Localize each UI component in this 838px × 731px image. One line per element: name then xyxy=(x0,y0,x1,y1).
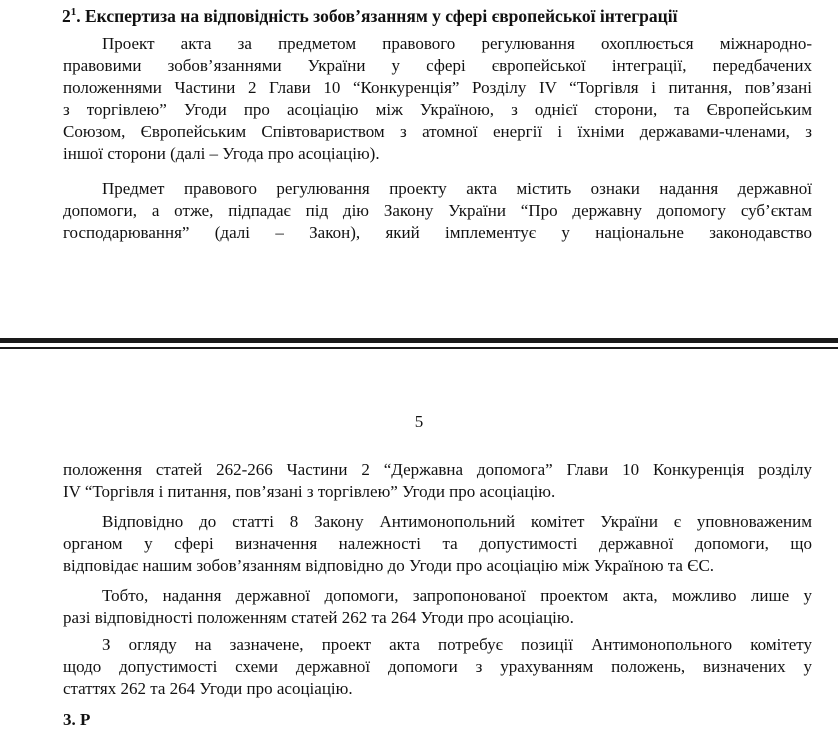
text-line: Тобто, надання державної допомоги, запропонованої проектом акта, можливо лише у xyxy=(102,586,812,605)
paragraph-aid-conditions xyxy=(24,585,812,629)
heading-number: 2 xyxy=(62,6,71,26)
text-line: Союзом, Європейським Співтовариством з атомної енергії і їхніми державами-членами, з xyxy=(63,122,812,141)
section-heading xyxy=(62,6,677,26)
text-line: Предмет правового регулювання проекту акта містить ознаки надання державної xyxy=(102,179,812,198)
top-page-fragment xyxy=(0,0,838,338)
paragraph-amcu-position xyxy=(24,634,812,700)
text-line: органом у сфері визначення належності та допустимості державної допомоги, що xyxy=(63,534,812,553)
text-line: IV “Торгівля і питання, пов’язані з торгівлею” Угоди про асоціацію. xyxy=(63,482,556,501)
text-line: допомоги, а отже, підпадає під дію Закону України “Про державну допомогу суб’єктам xyxy=(63,201,812,220)
text-line: правовими зобов’язаннями України у сфері європейської інтеграції, передбачених xyxy=(63,56,812,75)
text-line: З огляду на зазначене, проект акта потребує позиції Антимонопольного комітету xyxy=(102,635,812,654)
text-line: іншої сторони (далі – Угода про асоціацію). xyxy=(63,144,380,163)
text-line: разі відповідності положенням статей 262 та 264 Угоди про асоціацію. xyxy=(63,608,574,627)
text-line: господарювання” (далі – Закон), який імплементує у національне законодавство xyxy=(63,223,812,242)
text-line: відповідає нашим зобов’язанням відповідно до Угоди про асоціацію між Україною та ЄС. xyxy=(63,556,715,575)
page-separator-thin xyxy=(0,347,838,349)
paragraph-ei-obligations xyxy=(24,33,812,165)
text-line: щодо допустимості схеми державної допомоги з урахуванням положень, визначених у xyxy=(63,657,812,676)
next-section-heading-cut: 3. Р xyxy=(63,710,91,729)
text-line: з торгівлею” Угоди про асоціацію між Україною, з однієї сторони, та Європейським xyxy=(63,100,812,119)
paragraph-amcu-authority xyxy=(24,511,812,577)
paragraph-state-aid-subject xyxy=(24,178,812,244)
text-line: Відповідно до статті 8 Закону Антимонопольний комітет України є уповноваженим xyxy=(102,512,812,531)
heading-superscript: 1 xyxy=(70,6,77,19)
text-line: статтях 262 та 264 Угоди про асоціацію. xyxy=(63,679,353,698)
text-line: положеннями Частини 2 Глави 10 “Конкуренція” Розділу IV “Торгівля і питання, пов’язані xyxy=(63,78,812,97)
text-line: Проект акта за предметом правового регулювання охоплюється міжнародно- xyxy=(102,34,812,53)
page-separator-thick xyxy=(0,338,838,343)
page-number: 5 xyxy=(414,412,424,431)
paragraph-continuation xyxy=(24,459,812,503)
text-line: положення статей 262-266 Частини 2 “Державна допомога” Глави 10 Конкуренція розділу xyxy=(63,460,812,479)
heading-title: . Експертиза на відповідність зобов’язанням у сфері європейської інтеграції xyxy=(76,6,678,26)
